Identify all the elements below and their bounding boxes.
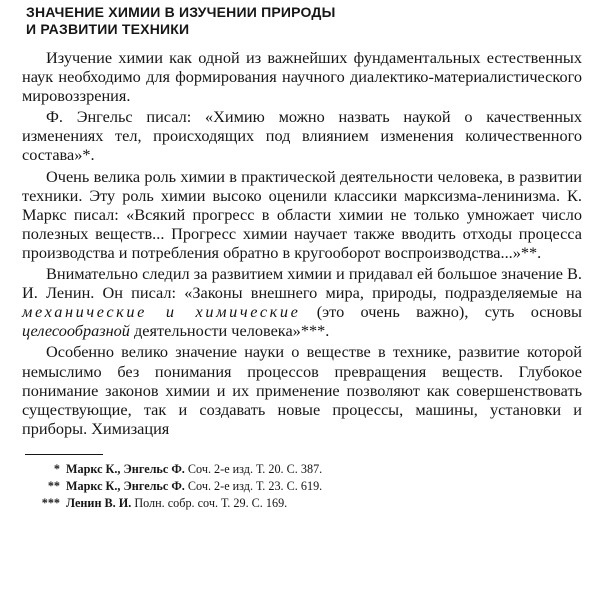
section-heading-line-1: ЗНАЧЕНИЕ ХИМИИ В ИЗУЧЕНИИ ПРИРОДЫ (26, 4, 336, 20)
footnote-author: Маркс К., Энгельс Ф. (66, 461, 185, 476)
document-page (22, 4, 582, 512)
body-text (22, 48, 582, 438)
footnote-mark: ** (47, 478, 60, 493)
footnote-2 (22, 478, 582, 495)
footnote-mark: *** (41, 495, 60, 510)
footnote-author: Ленин В. И. (66, 495, 132, 510)
section-heading (26, 4, 582, 38)
footnote-3 (22, 495, 582, 512)
section-heading-line-2: И РАЗВИТИИ ТЕХНИКИ (26, 21, 190, 37)
footnote-divider (25, 454, 103, 455)
footnotes (22, 461, 582, 512)
footnote-mark: * (53, 461, 60, 476)
paragraph-4-text-3: деятельности человека»***. (129, 321, 330, 341)
paragraph-4-emphasis-italic: целесообразной (22, 321, 130, 341)
footnote-source: Соч. 2-е изд. Т. 23. С. 619. (184, 478, 323, 493)
paragraph-4-text-1: Внимательно следил за развитием химии и придавал ей большое значение В. И. Ленин. Он писал: «Законы внешнего мира, природы, подразделяемые на (22, 264, 582, 303)
paragraph-2: Ф. Энгельс писал: «Химию можно назвать наукой о качественных изменениях тел, происходящих под влиянием изменения количественного состава»*. (22, 107, 582, 165)
paragraph-1: Изучение химии как одной из важнейших фундаментальных естественных наук необходимо для формирования научного диалектико-материалистического мировоззрения. (22, 48, 582, 106)
paragraph-4-text-2: (это очень важно), суть основы (300, 302, 582, 322)
footnote-author: Маркс К., Энгельс Ф. (66, 478, 185, 493)
footnote-source: Полн. собр. соч. Т. 29. С. 169. (131, 495, 288, 510)
paragraph-3: Очень велика роль химии в практической деятельности человека, в развитии техники. Эту роль химии высоко оценили классики марксизма-ленинизма. К. Маркс писал: «Всякий прогресс в области химии не только умножает число полезных веществ... Прогресс химии научает также вводить отходы процесса производства и потребления обратно в кругооборот воспроизводства...»**. (22, 166, 582, 262)
paragraph-4 (22, 264, 582, 340)
footnote-1 (22, 461, 582, 478)
footnote-source: Соч. 2-е изд. Т. 20. С. 387. (184, 461, 323, 476)
paragraph-5: Особенно велико значение науки о веществе в технике, развитие которой немыслимо без понимания процессов превращения веществ. Глубокое понимание законов химии и их применение позволяют как совершенствовать существующие, так и создавать новые процессы, машины, установки и приборы. Химизация (22, 342, 582, 438)
paragraph-4-emphasis-spaced: механические и химические (22, 302, 301, 322)
